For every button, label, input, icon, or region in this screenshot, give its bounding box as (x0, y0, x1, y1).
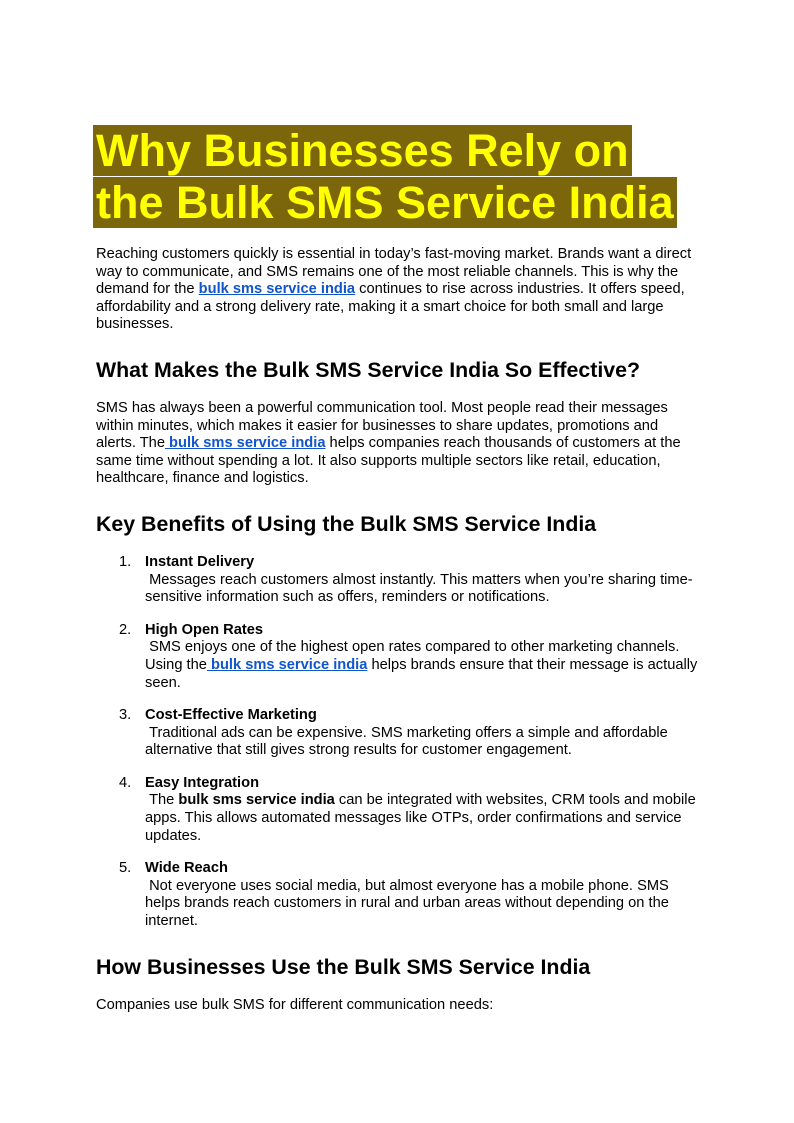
text-run: continues to rise across industries. It offers speed, affordability and a strong delivery rate, making it a smart choice for both small and large businesses. (96, 281, 685, 333)
heading-key-benefits: Key Benefits of Using the Bulk SMS Service India (96, 511, 597, 536)
benefit-description (145, 639, 697, 690)
benefit-title: Easy Integration (145, 774, 260, 791)
document-title-line-2: the Bulk SMS Service India (93, 177, 677, 228)
list-number: 5. (119, 860, 132, 877)
text-run: SMS has always been a powerful communication tool. Most people read their messages within minutes, which makes it easier for businesses to share updates, promotions and alerts. The (96, 399, 668, 452)
list-number: 3. (119, 707, 132, 724)
document-title-line-1: Why Businesses Rely on (93, 125, 632, 176)
list-number: 4. (119, 774, 132, 791)
text-run: helps brands ensure that their message is actually seen. (145, 656, 698, 691)
document-title (93, 125, 698, 229)
benefit-description (145, 572, 693, 606)
text-run: Traditional ads can be expensive. SMS marketing offers a simple and affordable alternative that still gives strong results for customer engagement. (145, 724, 668, 759)
list-number: 2. (119, 621, 132, 638)
bulk-sms-service-india-link[interactable]: bulk sms service india (164, 435, 326, 452)
heading-how-businesses-use: How Businesses Use the Bulk SMS Service India (96, 954, 591, 979)
benefit-item-instant-delivery (119, 553, 698, 607)
heading-what-makes-effective: What Makes the Bulk SMS Service India So Effective? (96, 357, 641, 382)
benefit-description (145, 792, 696, 843)
benefit-item-high-open-rates (119, 621, 698, 692)
benefit-title: High Open Rates (145, 621, 264, 638)
text-run: Messages reach customers almost instantly. This matters when you’re sharing time-sensitive information such as offers, reminders or notifications. (145, 571, 693, 606)
benefit-item-wide-reach (119, 860, 698, 930)
benefit-description (145, 878, 669, 929)
benefits-list (96, 554, 698, 931)
bulk-sms-service-india-link[interactable]: bulk sms service india (206, 656, 368, 673)
benefit-title: Instant Delivery (145, 553, 255, 570)
benefit-title: Wide Reach (145, 860, 228, 877)
bulk-sms-service-india-link[interactable]: bulk sms service india (198, 281, 356, 298)
closing-paragraph: Companies use bulk SMS for different communication needs: (96, 996, 494, 1013)
text-run: can be integrated with websites, CRM tools and mobile apps. This allows automated messages like OTPs, order confirmations and service updates. (145, 792, 696, 844)
intro-paragraph (96, 246, 698, 334)
text-run: helps companies reach thousands of customers at the same time without spending a lot. It also supports multiple sectors like retail, education, healthcare, finance and logistics. (96, 435, 681, 487)
bold-keyword: bulk sms service india (178, 792, 335, 809)
text-run: The (145, 792, 179, 809)
text-run: Reaching customers quickly is essential in today’s fast-moving market. Brands want a direct way to communicate, and SMS remains one of the most reliable channels. This is why the demand for the (96, 246, 692, 298)
benefit-title: Cost-Effective Marketing (145, 707, 317, 724)
benefit-item-easy-integration (119, 774, 698, 845)
list-number: 1. (119, 553, 132, 570)
text-run: SMS enjoys one of the highest open rates compared to other marketing channels. Using the (145, 639, 680, 673)
benefit-description (145, 725, 668, 759)
benefit-item-cost-effective (119, 707, 698, 760)
paragraph-what-makes-effective (96, 400, 698, 488)
text-run: Not everyone uses social media, but almost everyone has a mobile phone. SMS helps brands reach customers in rural and urban areas without depending on the internet. (145, 877, 669, 930)
